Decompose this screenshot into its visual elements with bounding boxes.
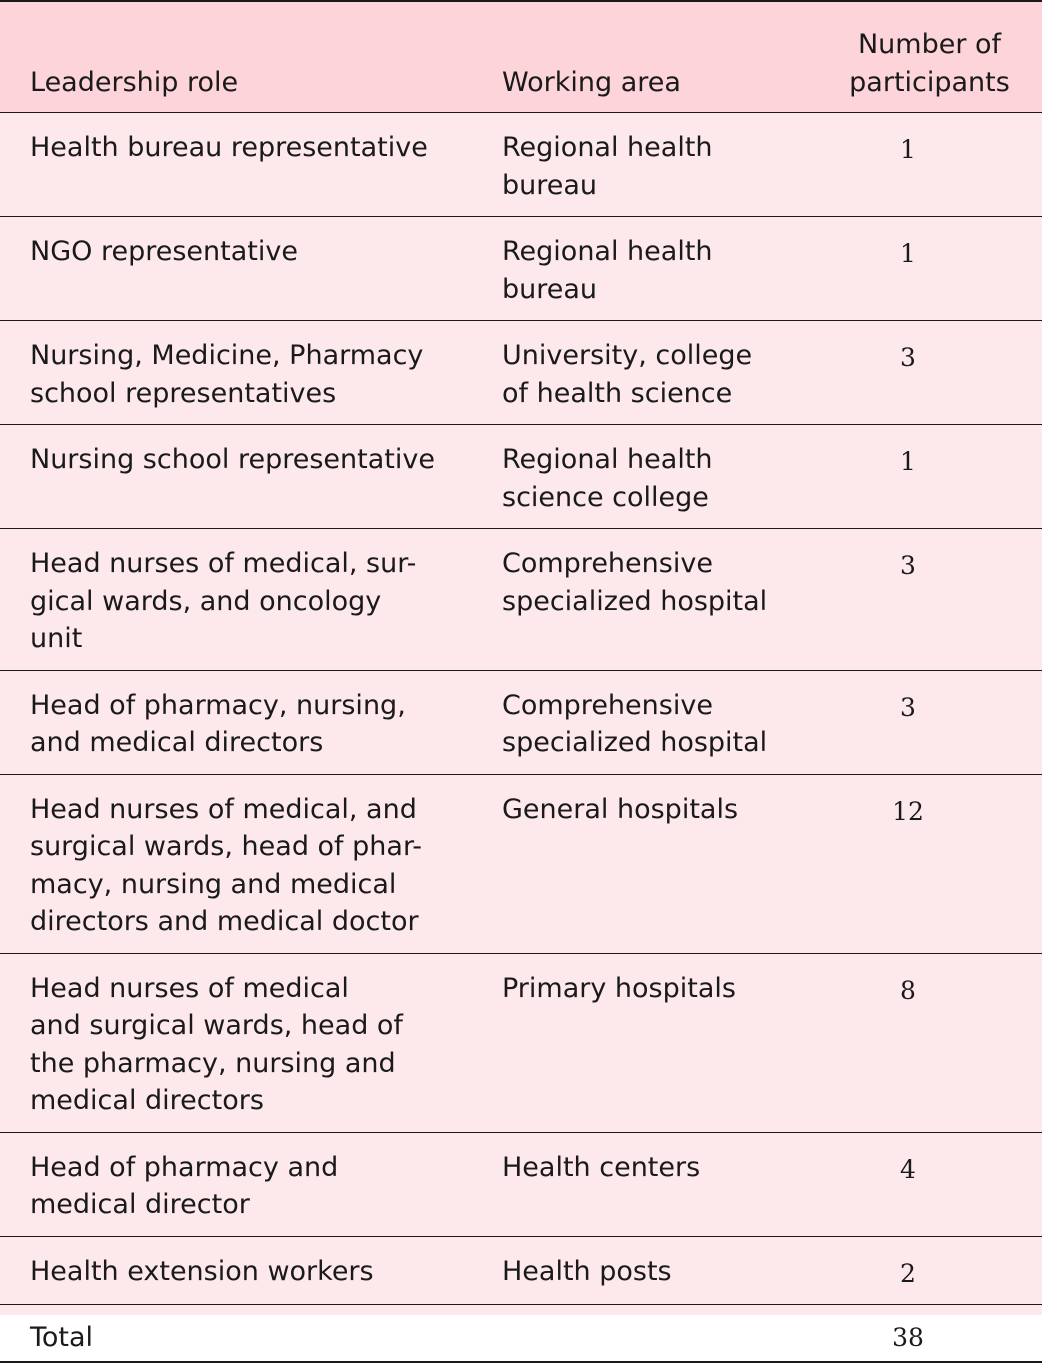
participant-count-cell: 2 xyxy=(900,1258,916,1288)
header-leadership-role: Leadership role xyxy=(30,67,239,98)
participant-count-cell: 3 xyxy=(900,343,916,372)
table-row xyxy=(0,529,1042,671)
participant-count-cell: 4 xyxy=(900,1154,916,1184)
leadership-role-cell: NGO representative xyxy=(30,236,298,267)
working-area-cell: Regional health science college xyxy=(502,444,713,513)
leadership-role-cell: Head of pharmacy and medical director xyxy=(30,1151,339,1220)
leadership-role-cell: Health bureau representative xyxy=(30,132,428,163)
working-area-cell: General hospitals xyxy=(502,793,739,825)
working-area-cell: Regional health bureau xyxy=(502,236,713,305)
table-header-row xyxy=(0,1,1042,113)
table-row xyxy=(0,1132,1042,1236)
working-area-cell: Regional health bureau xyxy=(502,132,713,201)
table-row xyxy=(0,670,1042,774)
table-row xyxy=(0,953,1042,1132)
table-row xyxy=(0,774,1042,953)
total-row xyxy=(0,1305,1042,1362)
working-area-cell: Health centers xyxy=(502,1151,701,1183)
leadership-role-cell: Head nurses of medical, and surgical wards, head of phar- macy, nursing and medical directors and medical doctor xyxy=(30,793,423,937)
leadership-role-cell: Head nurses of medical and surgical wards, head of the pharmacy, nursing and medical directors xyxy=(30,972,403,1116)
working-area-cell: Comprehensive specialized hospital xyxy=(502,689,768,758)
leadership-role-cell: Head nurses of medical, sur- gical wards, and oncology unit xyxy=(30,548,417,654)
total-label: Total xyxy=(30,1322,94,1353)
leadership-role-cell: Nursing, Medicine, Pharmacy school representatives xyxy=(30,340,424,409)
working-area-cell: Health posts xyxy=(502,1255,672,1287)
header-working-area: Working area xyxy=(502,67,681,98)
table-row xyxy=(0,425,1042,529)
participant-count-cell: 8 xyxy=(900,975,916,1005)
participant-count-cell: 1 xyxy=(900,447,916,476)
participant-count-cell: 1 xyxy=(900,135,916,164)
table-row xyxy=(0,1236,1042,1305)
table-row xyxy=(0,217,1042,321)
leadership-role-cell: Head of pharmacy, nursing, and medical directors xyxy=(30,689,406,758)
working-area-cell: University, college of health science xyxy=(502,340,753,409)
participant-count-cell: 3 xyxy=(900,551,916,580)
working-area-cell: Primary hospitals xyxy=(502,972,736,1004)
table-row xyxy=(0,321,1042,425)
participant-count-cell: 12 xyxy=(892,796,924,826)
total-working-area-cell xyxy=(472,1305,817,1362)
leadership-role-cell: Nursing school representative xyxy=(30,444,435,475)
leadership-role-cell: Health extension workers xyxy=(30,1255,374,1287)
header-number-of-participants: Number of participants xyxy=(849,29,1010,98)
total-count: 38 xyxy=(892,1323,924,1352)
working-area-cell: Comprehensive specialized hospital xyxy=(502,548,768,617)
participant-count-cell: 3 xyxy=(900,692,916,722)
participant-count-cell: 1 xyxy=(900,239,916,268)
table-row xyxy=(0,113,1042,217)
